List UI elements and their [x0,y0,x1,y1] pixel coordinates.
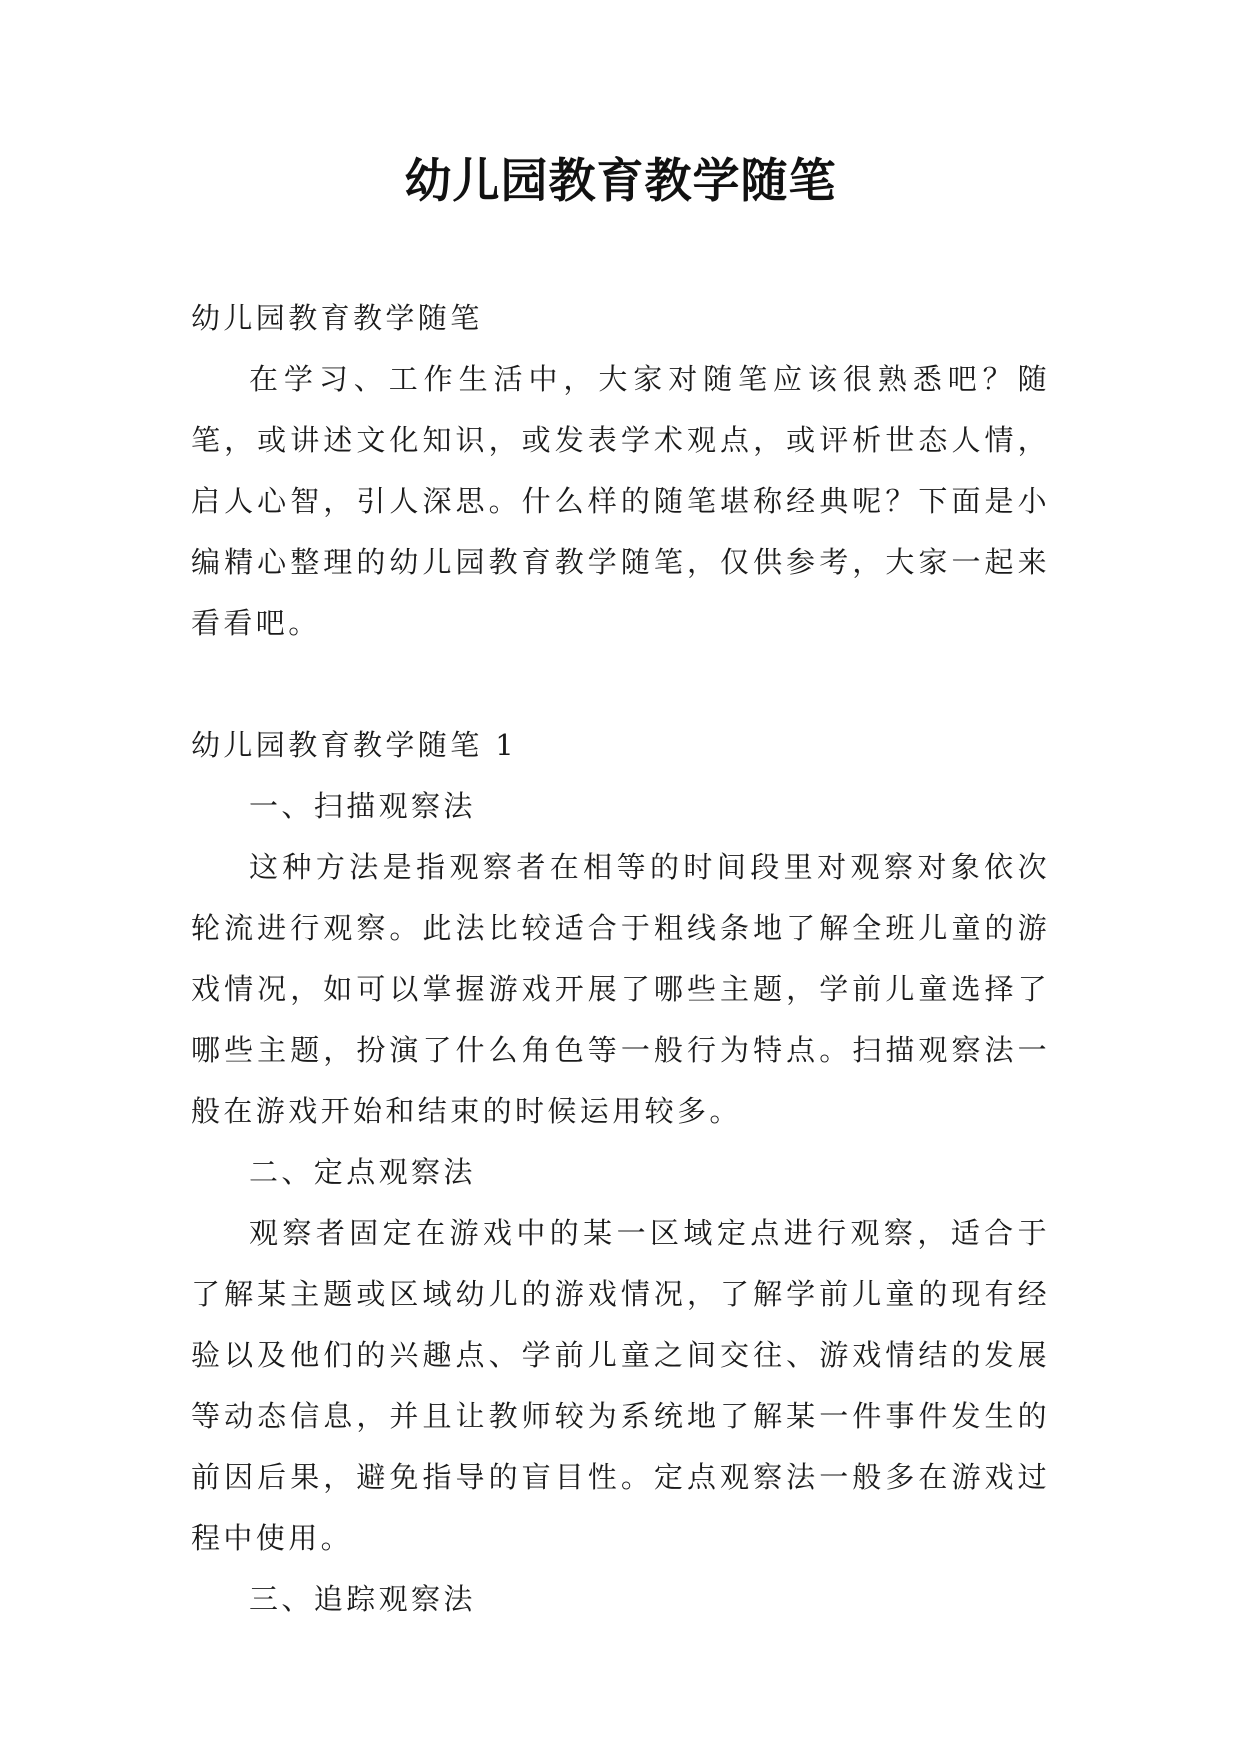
method-heading-1: 一、扫描观察法 [249,789,476,823]
document-body [191,288,1050,1630]
paragraph-gap [191,654,1050,715]
subtitle: 幼儿园教育教学随笔 [191,301,483,335]
document-title: 幼儿园教育教学随笔 [404,154,837,209]
method-heading-2: 二、定点观察法 [249,1155,476,1189]
section-title: 幼儿园教育教学随笔 1 [191,728,518,762]
method-paragraph-2: 观察者固定在游戏中的某一区域定点进行观察，适合于了解某主题或区域幼儿的游戏情况，了解学前儿童的现有经验以及他们的兴趣点、学前儿童之间交往、游戏情结的发展等动态信息，并且让教师较为系统地了解某一件事件发生的前因后果，避免指导的盲目性。定点观察法一般多在游戏过程中使用。 [191,1216,1050,1555]
method-paragraph-1: 这种方法是指观察者在相等的时间段里对观察对象依次轮流进行观察。此法比较适合于粗线条地了解全班儿童的游戏情况，如可以掌握游戏开展了哪些主题，学前儿童选择了哪些主题，扮演了什么角色等一般行为特点。扫描观察法一般在游戏开始和结束的时候运用较多。 [191,850,1050,1128]
method-heading-3: 三、追踪观察法 [249,1582,476,1616]
intro-paragraph: 在学习、工作生活中，大家对随笔应该很熟悉吧？随笔，或讲述文化知识，或发表学术观点，或评析世态人情，启人心智，引人深思。什么样的随笔堪称经典呢？下面是小编精心整理的幼儿园教育教学随笔，仅供参考，大家一起来看看吧。 [191,362,1050,640]
